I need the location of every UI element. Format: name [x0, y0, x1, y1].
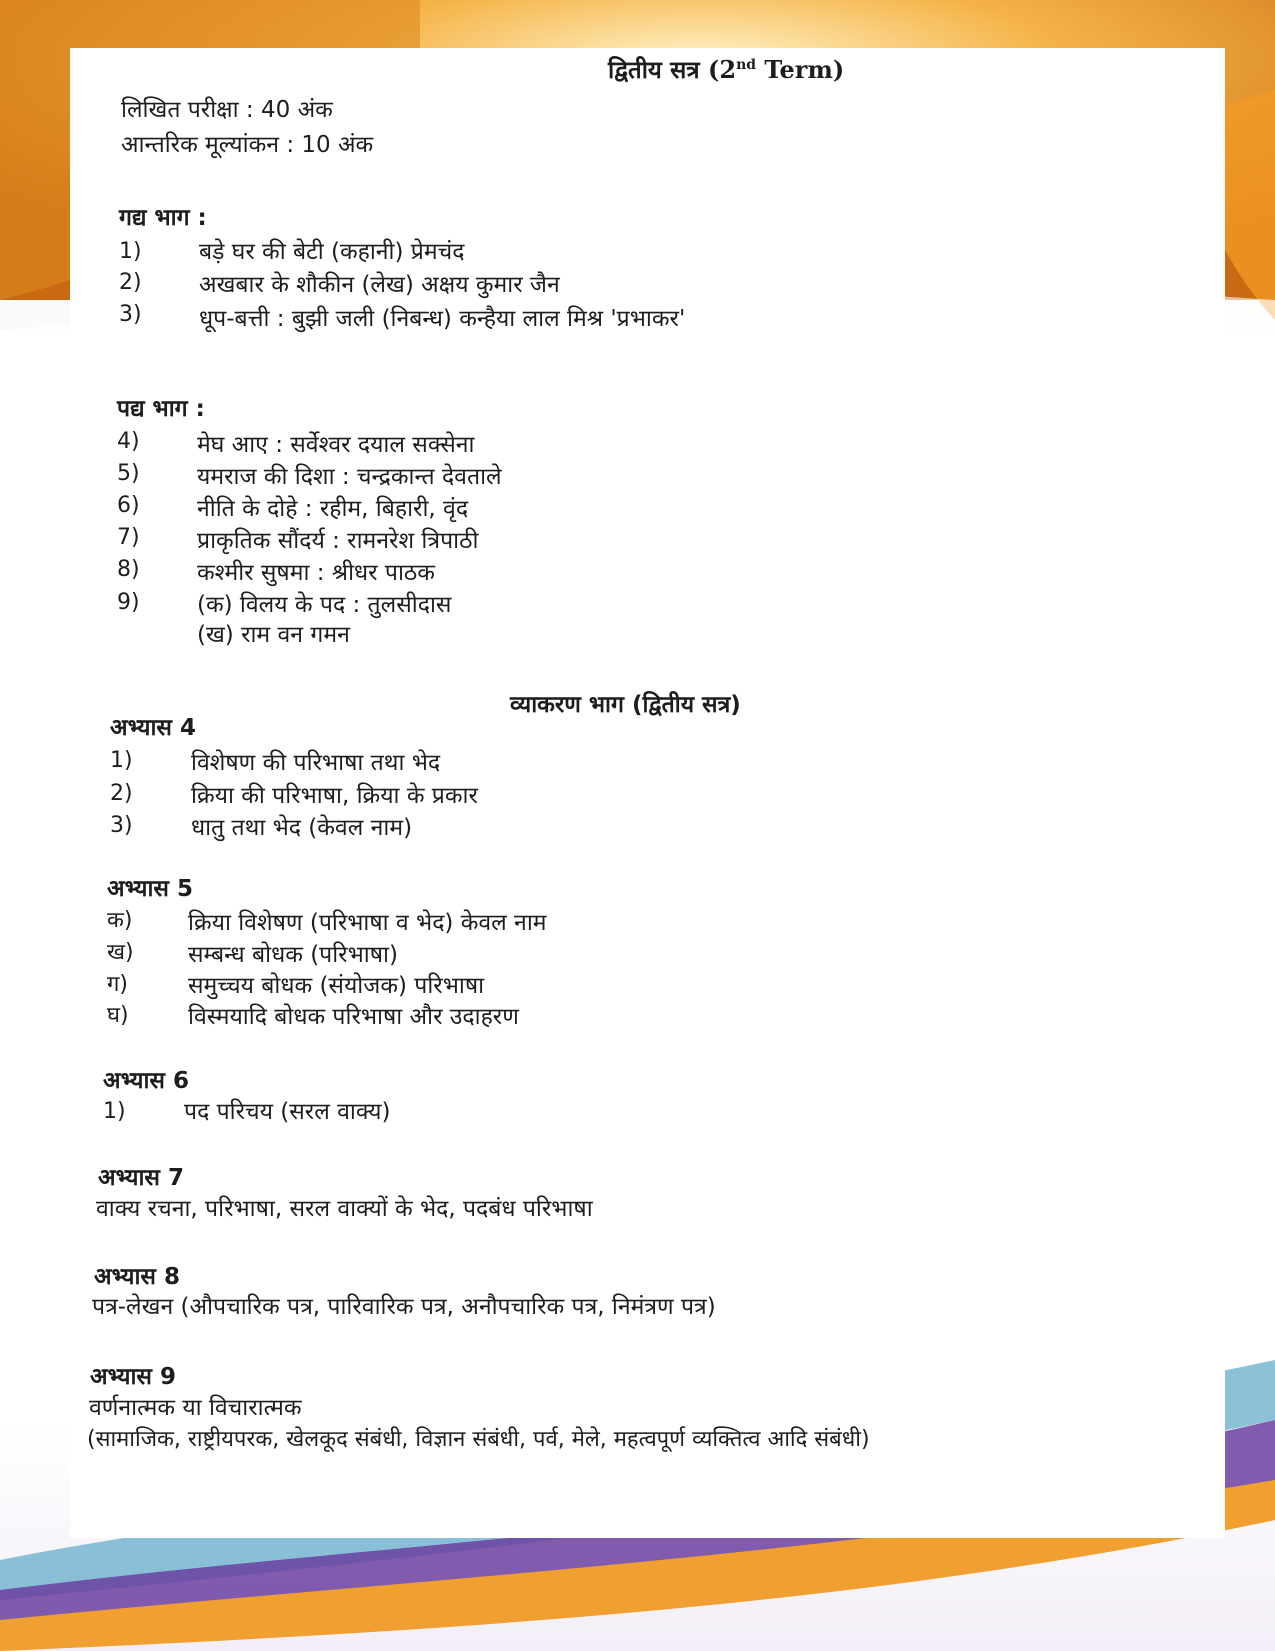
- exercise-item: क्रिया विशेषण (परिभाषा व भेद) केवल नाम: [188, 910, 547, 936]
- exercise-9-line-1: वर्णनात्मक या विचारात्मक: [89, 1395, 302, 1421]
- prose-item: अखबार के शौकीन (लेख) अक्षय कुमार जैन: [199, 272, 560, 298]
- poetry-heading: पद्य भाग :: [117, 396, 205, 422]
- exercise-9-line-2: (सामाजिक, राष्ट्रीयपरक, खेलकूद संबंधी, विज्ञान संबंधी, पर्व, मेले, महत्वपूर्ण व्यक्तित्व आदि संबंधी): [87, 1427, 870, 1452]
- internal-assessment-marks: आन्तरिक मूल्यांकन : 10 अंक: [121, 132, 374, 158]
- exercise-4-heading: अभ्यास 4: [110, 715, 196, 741]
- exercise-item-number: घ): [107, 1003, 129, 1028]
- poetry-item: प्राकृतिक सौंदर्य : रामनरेश त्रिपाठी: [197, 528, 479, 554]
- exercise-item: पद परिचय (सरल वाक्य): [184, 1099, 391, 1125]
- poetry-item-number: 5): [117, 461, 140, 486]
- poetry-item: कश्मीर सुषमा : श्रीधर पाठक: [197, 560, 435, 586]
- poetry-item: (क) विलय के पद : तुलसीदास: [197, 592, 452, 618]
- exercise-item-number: 2): [110, 781, 133, 806]
- exercise-item: विस्मयादि बोधक परिभाषा और उदाहरण: [188, 1004, 519, 1030]
- prose-item-number: 3): [119, 302, 142, 327]
- exercise-item-number: ख): [107, 940, 134, 965]
- written-exam-marks: लिखित परीक्षा : 40 अंक: [121, 97, 333, 123]
- term-title-superscript: nd: [736, 57, 757, 73]
- exercise-8-heading: अभ्यास 8: [94, 1264, 180, 1290]
- exercise-item-number: 1): [110, 748, 133, 773]
- prose-heading: गद्य भाग :: [119, 205, 207, 231]
- poetry-sub-item: (ख) राम वन गमन: [197, 622, 350, 648]
- term-title-hindi: द्वितीय सत्र: [608, 55, 700, 84]
- exercise-item-number: 3): [110, 813, 133, 838]
- poetry-item-number: 8): [117, 557, 140, 582]
- exercise-7-text: वाक्य रचना, परिभाषा, सरल वाक्यों के भेद, पदबंध परिभाषा: [96, 1196, 593, 1222]
- exercise-item-number: 1): [103, 1099, 126, 1124]
- term-title: [608, 50, 844, 85]
- poetry-item-number: 4): [117, 429, 140, 454]
- term-title-close: Term): [756, 55, 845, 84]
- poetry-item: यमराज की दिशा : चन्द्रकान्त देवताले: [197, 464, 502, 490]
- exercise-7-heading: अभ्यास 7: [98, 1165, 184, 1191]
- poetry-item: मेघ आए : सर्वेश्वर दयाल सक्सेना: [197, 432, 475, 458]
- term-title-open: (2: [708, 55, 737, 84]
- prose-item: बड़े घर की बेटी (कहानी) प्रेमचंद: [199, 239, 465, 265]
- prose-item-number: 1): [119, 239, 142, 264]
- exercise-6-heading: अभ्यास 6: [103, 1068, 189, 1094]
- exercise-item: क्रिया की परिभाषा, क्रिया के प्रकार: [191, 783, 478, 809]
- poetry-item-number: 9): [117, 590, 140, 615]
- exercise-item-number: क): [107, 908, 133, 933]
- poetry-item-number: 7): [117, 525, 140, 550]
- exercise-item: सम्बन्ध बोधक (परिभाषा): [188, 942, 398, 968]
- prose-item-number: 2): [119, 270, 142, 295]
- poetry-item-number: 6): [117, 493, 140, 518]
- exercise-8-text: पत्र-लेखन (औपचारिक पत्र, पारिवारिक पत्र, अनौपचारिक पत्र, निमंत्रण पत्र): [92, 1294, 716, 1320]
- exercise-9-heading: अभ्यास 9: [90, 1364, 176, 1390]
- exercise-item: समुच्चय बोधक (संयोजक) परिभाषा: [188, 973, 485, 999]
- exercise-5-heading: अभ्यास 5: [107, 876, 193, 902]
- prose-item: धूप-बत्ती : बुझी जली (निबन्ध) कन्हैया लाल मिश्र 'प्रभाकर': [199, 306, 686, 332]
- exercise-item: धातु तथा भेद (केवल नाम): [191, 815, 413, 841]
- exercise-item-number: ग): [107, 972, 128, 997]
- grammar-title: व्याकरण भाग (द्वितीय सत्र): [510, 692, 741, 718]
- exercise-item: विशेषण की परिभाषा तथा भेद: [191, 750, 441, 776]
- poetry-item: नीति के दोहे : रहीम, बिहारी, वृंद: [197, 496, 469, 522]
